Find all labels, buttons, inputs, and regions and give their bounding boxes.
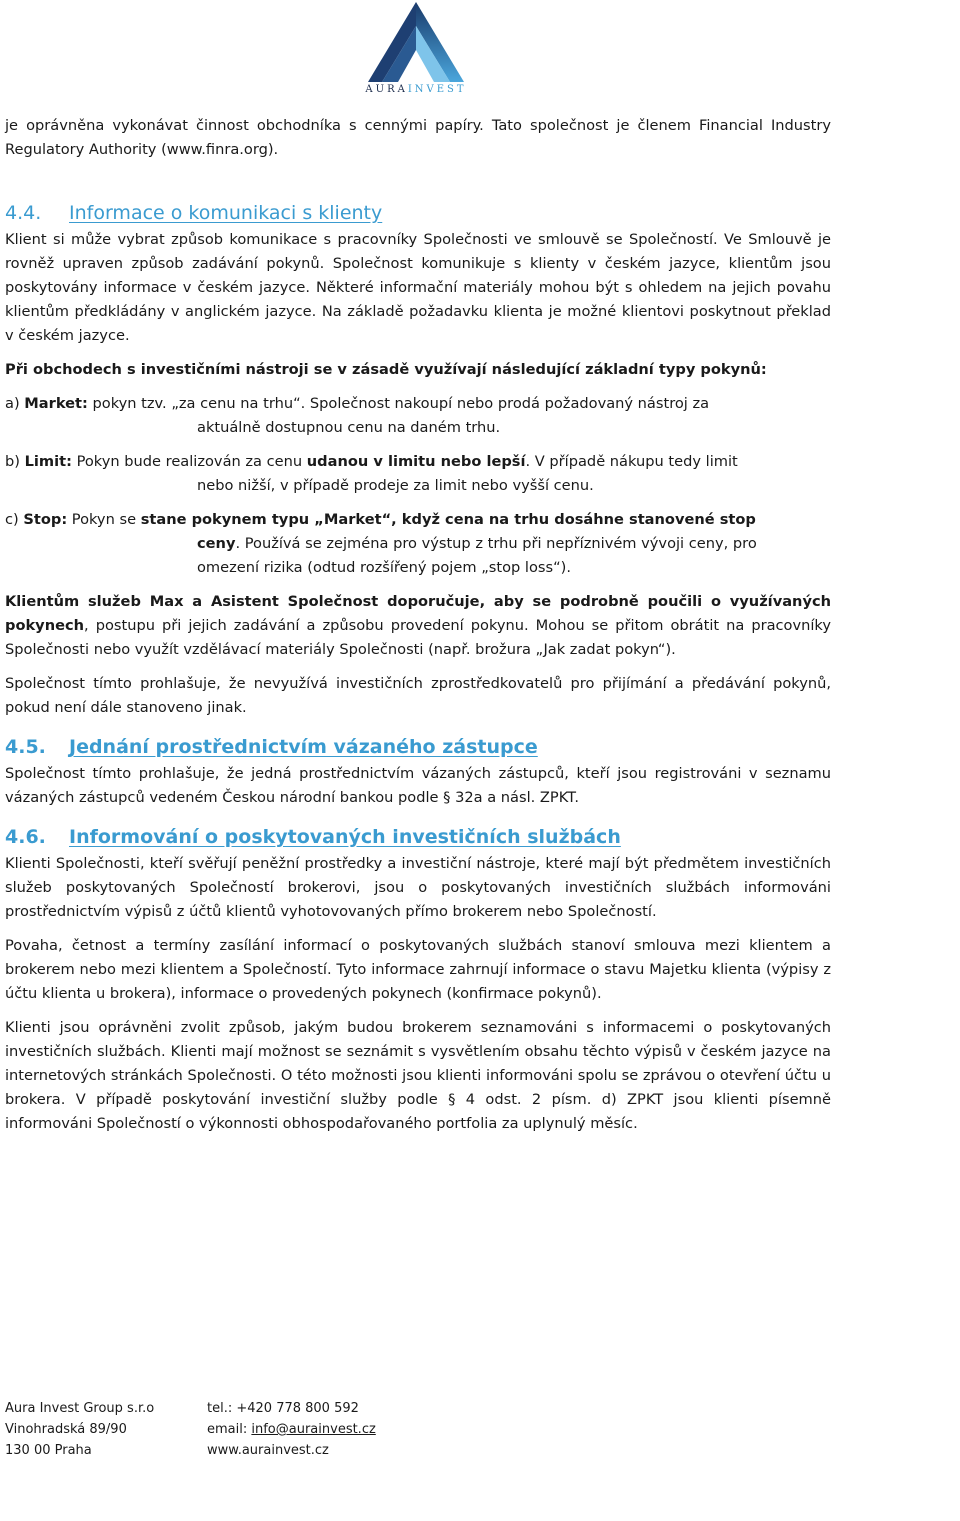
- order-types-lead: Při obchodech s investičními nástroji se v zásadě využívají následující základní typy pokynů:: [5, 361, 767, 378]
- company-logo: [346, 0, 486, 100]
- section-4-4: [5, 198, 831, 720]
- document-body: [5, 114, 831, 1136]
- order-type-stop-cont: ceny. Používá se zejména pro výstup z trhu při nepříznivém vývoji ceny, pro: [197, 535, 757, 552]
- order-type-market: a) Market: pokyn tzv. „za cenu na trhu“. Společnost nakoupí nebo prodá požadovaný nástroj za: [5, 395, 710, 412]
- footer-website[interactable]: www.aurainvest.cz: [207, 1443, 329, 1458]
- section-heading: 4.6. Informování o poskytovaných investičních službách: [5, 826, 621, 848]
- section-heading: 4.5. Jednání prostřednictvím vázaného zástupce: [5, 736, 538, 758]
- section-4-6: [5, 822, 831, 1136]
- section-heading: 4.4. Informace o komunikaci s klienty: [5, 202, 383, 224]
- paragraph: Klientům služeb Max a Asistent Společnost doporučuje, aby se podrobně poučili o využívaných pokynech, postupu při jejich zadávání a způsobu provedení pokynu. Mohou se přitom obrátit na pracovníky Společnosti nebo využít vzdělávací materiály Společnosti (např. brožura „Jak zadat pokyn“).: [5, 593, 831, 658]
- footer-contact: [207, 1398, 376, 1461]
- order-type-limit-cont: nebo nižší, v případě prodeje za limit nebo vyšší cenu.: [197, 477, 594, 494]
- footer-street: Vinohradská 89/90: [5, 1422, 127, 1437]
- footer-phone: tel.: +420 778 800 592: [207, 1401, 359, 1416]
- order-type-stop-cont2: omezení rizika (odtud rozšířený pojem „stop loss“).: [197, 559, 572, 576]
- order-type-market-cont: aktuálně dostupnou cenu na daném trhu.: [197, 419, 501, 436]
- paragraph: Povaha, četnost a termíny zasílání informací o poskytovaných službách stanoví smlouva mezi klientem a brokerem nebo mezi klientem a Společností. Tyto informace zahrnují informace o stavu Majetku klienta (výpisy z účtu klienta u brokera), informace o provedených pokynech (konfirmace pokynů).: [5, 937, 831, 1002]
- footer-email-link[interactable]: info@aurainvest.cz: [251, 1422, 376, 1437]
- footer-address: [5, 1398, 154, 1461]
- paragraph: Společnost tímto prohlašuje, že jedná prostřednictvím vázaných zástupců, kteří jsou registrováni v seznamu vázaných zástupců vedeném Českou národní bankou podle § 32a a násl. ZPKT.: [5, 765, 831, 806]
- footer-city: 130 00 Praha: [5, 1443, 92, 1458]
- footer-email-row: [207, 1419, 376, 1440]
- logo-triangle-icon: [364, 0, 468, 84]
- order-type-limit: b) Limit: Pokyn bude realizován za cenu udanou v limitu nebo lepší. V případě nákupu tedy limit: [5, 453, 738, 470]
- intro-paragraph: je oprávněna vykonávat činnost obchodníka s cennými papíry. Tato společnost je členem Financial Industry Regulatory Authority (www.finra.org).: [5, 117, 831, 158]
- section-4-5: [5, 732, 831, 810]
- footer-email-label: email:: [207, 1422, 252, 1437]
- footer-company: Aura Invest Group s.r.o: [5, 1401, 155, 1416]
- logo-wordmark: AURAINVEST: [365, 84, 467, 95]
- order-type-stop: c) Stop: Pokyn se stane pokynem typu „Market“, když cena na trhu dosáhne stanovené stop: [5, 511, 756, 528]
- paragraph: Klienti jsou oprávněni zvolit způsob, jakým budou brokerem seznamováni s informacemi o poskytovaných investičních službách. Klienti mají možnost se seznámit s vysvětlením obsahu těchto výpisů v českém jazyce na internetových stránkách Společnosti. O této možnosti jsou klienti informováni spolu se zprávou o otevření účtu u brokera. V případě poskytování investiční služby podle § 4 odst. 2 písm. d) ZPKT jsou klienti písemně informováni Společností o výkonnosti obhospodařovaného portfolia za uplynulý měsíc.: [5, 1019, 831, 1132]
- paragraph: Klient si může vybrat způsob komunikace s pracovníky Společnosti ve smlouvě se Společností. Ve Smlouvě je rovněž upraven způsob zadávání pokynů. Společnost komunikuje s klienty v českém jazyce, klientům jsou poskytovány informace v českém jazyce. Některé informační materiály mohou být s ohledem na jejich povahu klientům předkládány v anglickém jazyce. Na základě požadavku klienta je možné klientovi poskytnout překlad v českém jazyce.: [5, 231, 831, 344]
- paragraph: Společnost tímto prohlašuje, že nevyužívá investičních zprostředkovatelů pro přijímání a předávání pokynů, pokud není dále stanoveno jinak.: [5, 675, 831, 716]
- paragraph: Klienti Společnosti, kteří svěřují peněžní prostředky a investiční nástroje, které mají být předmětem investičních služeb poskytovaných Společností brokerovi, jsou o poskytovaných investičních službách informováni prostřednictvím výpisů z účtů klientů vyhotovovaných přímo brokerem nebo Společností.: [5, 855, 831, 920]
